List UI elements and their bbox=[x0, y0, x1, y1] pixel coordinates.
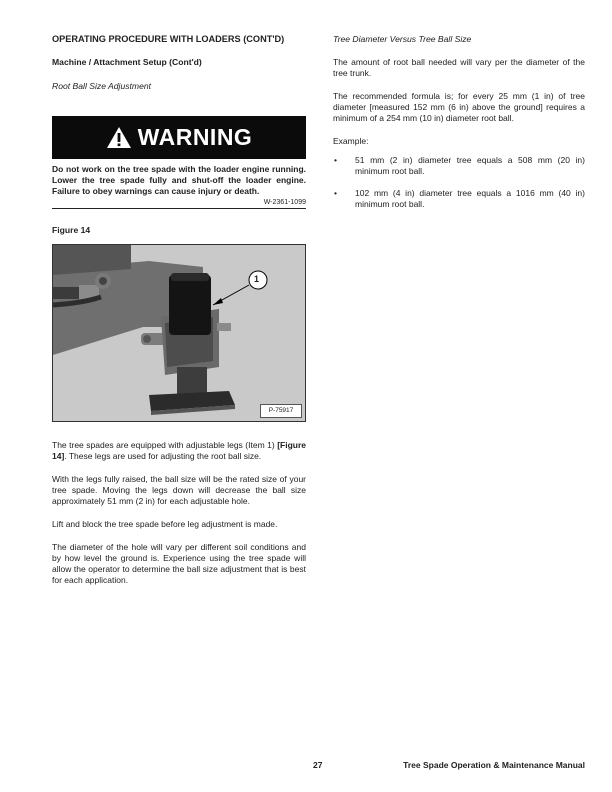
warning-banner bbox=[52, 116, 306, 159]
manual-title: Tree Spade Operation & Maintenance Manual bbox=[403, 760, 585, 770]
list-item: • 102 mm (4 in) diameter tree equals a 1016 mm (40 in) minimum root ball. bbox=[333, 188, 585, 210]
paragraph-text: The tree spades are equipped with adjustable legs (Item 1) bbox=[52, 440, 278, 450]
page-number: 27 bbox=[313, 760, 323, 770]
warning-label: WARNING bbox=[137, 124, 253, 150]
figure-photo bbox=[52, 244, 306, 422]
paragraph-hole-diameter: The diameter of the hole will vary per different soil conditions and by how level the ground is. Experience using the tree spade will allow the operator to determine the ball size adjustment that is best for each application. bbox=[52, 542, 306, 585]
photo-code: P-75917 bbox=[260, 404, 302, 418]
paragraph-text: . These legs are used for adjusting the root ball size. bbox=[64, 451, 262, 461]
tree-spade-leg-illustration bbox=[53, 245, 305, 421]
warning-text: Do not work on the tree spade with the loader engine running. Lower the tree spade fully and shut-off the loader engine. Failure to obey warnings can cause injury or death. bbox=[52, 164, 306, 196]
paragraph-lift-block: Lift and block the tree spade before leg adjustment is made. bbox=[52, 519, 278, 529]
paragraph-formula: The recommended formula is; for every 25 mm (1 in) of tree diameter [measured 152 mm (6 in) above the ground] requires a minimum of a 254 mm (10 in) diameter root ball. bbox=[333, 91, 585, 123]
figure-callout-number: 1 bbox=[254, 274, 260, 284]
left-column bbox=[52, 34, 306, 598]
example-list bbox=[333, 155, 585, 210]
right-column bbox=[333, 34, 585, 221]
list-item: • 51 mm (2 in) diameter tree equals a 508 mm (20 in) minimum root ball. bbox=[333, 155, 585, 177]
right-topic-title: Tree Diameter Versus Tree Ball Size bbox=[333, 34, 472, 44]
figure-reference: [Figure 14] bbox=[52, 440, 306, 461]
topic-title: Root Ball Size Adjustment bbox=[52, 81, 152, 91]
warning-triangle-icon bbox=[106, 126, 132, 149]
paragraph-root-ball-amount: The amount of root ball needed will vary per the diameter of the tree trunk. bbox=[333, 57, 585, 78]
paragraph-legs-raised: With the legs fully raised, the ball size will be the rated size of your tree spade. Moving the legs down will decrease the ball size approximately 51 mm (2 in) for each adjustable hole. bbox=[52, 474, 306, 506]
warning-code: W-2361-1099 bbox=[52, 199, 306, 209]
subsection-title: Machine / Attachment Setup (Cont'd) bbox=[52, 57, 202, 67]
section-title: OPERATING PROCEDURE WITH LOADERS (CONT'D) bbox=[52, 34, 285, 44]
figure-label: Figure 14 bbox=[52, 225, 91, 235]
paragraph-adjustable-legs bbox=[52, 440, 306, 462]
example-label: Example: bbox=[333, 136, 369, 146]
